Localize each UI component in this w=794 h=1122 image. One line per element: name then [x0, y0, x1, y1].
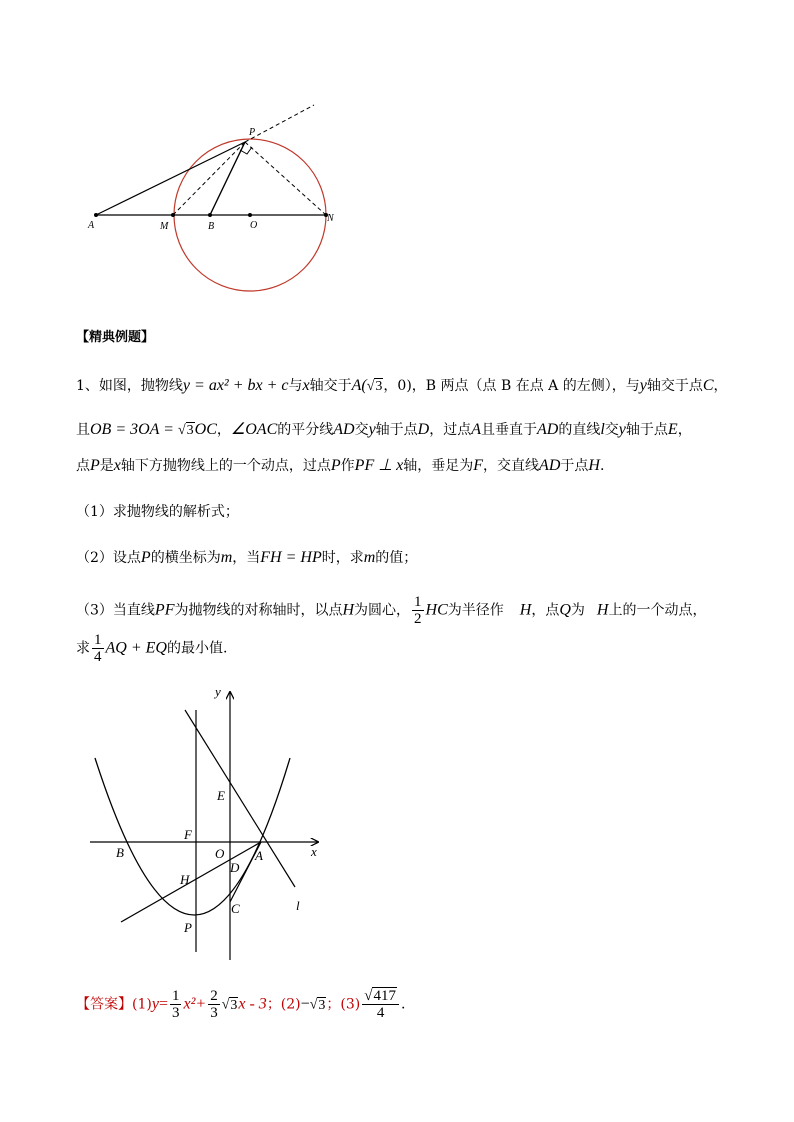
answer-sqrt3: √3: [221, 997, 238, 1013]
label-p: P: [184, 920, 192, 935]
l3-p1: 点: [76, 458, 90, 474]
label-o: O: [215, 846, 225, 861]
l3-p4: 作: [340, 458, 355, 474]
label-c: C: [231, 901, 240, 916]
l2-l: l: [600, 421, 605, 438]
l1-t2: 与: [288, 378, 303, 394]
point-b: [208, 213, 212, 217]
answer-line: [76, 988, 405, 1021]
q3-p4: 为半径作: [447, 602, 504, 619]
line-l: [185, 710, 295, 887]
label-y: y: [215, 684, 221, 699]
q2-p: P: [140, 549, 151, 566]
q2-p4: 时，求: [321, 550, 364, 566]
l1-x: x: [302, 377, 310, 394]
answer-neg: −: [300, 995, 310, 1013]
question-2: [76, 548, 726, 568]
q3-hc: HC: [425, 601, 448, 619]
l1-t3: 轴交于: [309, 378, 352, 394]
answer-part1-label: (1): [132, 996, 152, 1013]
l3-p3: 轴下方抛物线上的一个动点，过点: [120, 458, 331, 474]
l1-t4: ，B 两点（点 B 在点 A 的左侧），与: [411, 378, 640, 394]
label-a: A: [255, 848, 263, 863]
point-m: [171, 213, 175, 217]
label-f: F: [184, 827, 192, 842]
l2-p10: 轴于点: [625, 422, 668, 438]
l3-h: H: [588, 457, 600, 474]
l2-eq1: OB = 3OA =: [90, 421, 178, 438]
q2-p2: 的横坐标为: [150, 550, 221, 566]
problem-line-1: [76, 376, 726, 397]
l1-c: C: [702, 377, 714, 394]
segment-np-dashed: [245, 142, 326, 215]
l2-p5: 轴于点: [375, 422, 418, 438]
answer-sep2: ；(3): [326, 996, 361, 1013]
l2-p2: ，: [216, 422, 231, 438]
l2-d: D: [417, 421, 430, 438]
q3-h3: H: [596, 601, 609, 619]
l1-prefix: 1、如图，抛物线: [76, 378, 183, 394]
l3-p-2: P: [330, 457, 341, 474]
label-b: B: [208, 221, 215, 232]
label-h: H: [180, 872, 190, 887]
l2-y: y: [368, 421, 376, 438]
answer-eq: =: [158, 995, 168, 1013]
l3-p2: 是: [99, 458, 114, 474]
l3-p5: 轴，垂足为: [403, 458, 474, 474]
l2-p11: ，: [677, 422, 692, 438]
q2-p3: ，当: [232, 550, 261, 566]
q3b-aq-eq: AQ + EQ: [105, 639, 167, 657]
q3b-fraction-quarter: $\frac{1}{4}$: [94, 632, 102, 665]
segment-bp: [210, 142, 245, 215]
l1-zero: ，0): [383, 378, 412, 394]
label-l: l: [296, 898, 300, 913]
l2-sqrt3: √3: [177, 423, 194, 438]
q3-p5: ，点: [531, 602, 560, 619]
label-d: D: [230, 860, 240, 875]
q3b-p1: 求: [76, 640, 90, 657]
point-o: [248, 213, 252, 217]
answer-sqrt3b: √3: [309, 997, 326, 1013]
problem-line-2: [76, 420, 726, 441]
l3-p8: .: [599, 458, 605, 474]
l2-p4: 交: [354, 422, 369, 438]
l1-y: y: [639, 377, 647, 394]
answer-end: .: [400, 996, 406, 1013]
l1-t6: ，: [713, 378, 728, 394]
l1-a: A(: [351, 377, 367, 394]
q3-p3: 为圆心，: [354, 602, 411, 619]
q3-h: H: [342, 601, 355, 619]
answer-tag: 【答案】: [76, 996, 132, 1013]
l3-x: x: [113, 457, 121, 474]
question-1: （1）求抛物线的解析式；: [76, 504, 239, 520]
answer-y: y: [151, 995, 159, 1013]
label-x: x: [311, 844, 317, 859]
section-heading: 【精典例题】: [76, 330, 155, 345]
l3-p6: ，交直线: [483, 458, 540, 474]
l2-a: A: [471, 421, 482, 438]
l2-ad2: AD: [537, 421, 559, 438]
q3-fraction-half: $\frac{1}{2}$: [414, 594, 422, 627]
l1-sqrt3: √3: [366, 379, 383, 394]
l2-p1: 且: [76, 422, 90, 438]
label-p: P: [249, 127, 256, 138]
question-3: [76, 594, 726, 627]
l3-p: P: [90, 457, 100, 474]
q3-pf: PF: [154, 601, 175, 619]
q2-m2: m: [363, 549, 376, 566]
q3-p2: 为抛物线的对称轴时，以点: [174, 602, 343, 619]
l2-p9: 交: [604, 422, 619, 438]
label-o: O: [250, 220, 258, 231]
l2-p7: 且垂直于: [481, 422, 538, 438]
l3-p7: 于点: [560, 458, 589, 474]
q2-m: m: [220, 549, 233, 566]
answer-x2: x²+: [183, 995, 207, 1013]
l3-ad: AD: [539, 457, 561, 474]
l2-p3: 的平分线: [277, 422, 334, 438]
q2-p5: 的值；: [375, 550, 418, 566]
l2-angle: ∠OAC: [230, 421, 278, 438]
label-e: E: [217, 788, 225, 803]
q3b-p2: 的最小值.: [166, 640, 228, 657]
l1-eq: y = ax² + bx + c: [182, 377, 289, 394]
l2-eq2: OC: [194, 421, 217, 438]
label-n: N: [327, 213, 334, 224]
q2-eq: FH = HP: [260, 549, 322, 566]
q3-q: Q: [559, 601, 571, 619]
l2-p6: ，过点: [429, 422, 472, 438]
answer-sep1: ；(2): [266, 996, 301, 1013]
l2-y2: y: [618, 421, 626, 438]
problem-line-3: [76, 456, 726, 476]
l2-ad: AD: [333, 421, 355, 438]
l2-p8: 的直线: [558, 422, 601, 438]
answer-tail: x - 3: [238, 995, 267, 1013]
label-b: B: [116, 845, 124, 860]
l3-pf: PF ⊥ x: [354, 457, 404, 474]
l3-f: F: [473, 457, 484, 474]
answer-frac-2-3: $\frac{2}{3}$: [210, 988, 218, 1021]
q3-p1: （3）当直线: [76, 602, 155, 619]
figure-circle-diagram: [80, 95, 340, 305]
point-a: [94, 213, 98, 217]
l2-e: E: [667, 421, 678, 438]
segment-ap: [96, 142, 245, 215]
label-a: A: [88, 220, 95, 231]
figure-parabola-graph: [85, 682, 335, 967]
ray-p-dashed: [245, 105, 314, 142]
q3-h2: H: [519, 601, 532, 619]
q2-p1: （2）设点: [76, 550, 141, 566]
q3-p7: 上的一个动点，: [608, 602, 707, 619]
question-3-continued: [76, 632, 726, 665]
l1-t5: 轴交于点: [646, 378, 703, 394]
label-m: M: [160, 221, 169, 232]
parabola-curve: [95, 758, 290, 915]
answer-frac-sqrt417-4: $\frac{√417}{4}$: [362, 988, 399, 1021]
q3-p6: 为: [570, 602, 585, 619]
answer-frac-1-3: $\frac{1}{3}$: [171, 988, 180, 1021]
